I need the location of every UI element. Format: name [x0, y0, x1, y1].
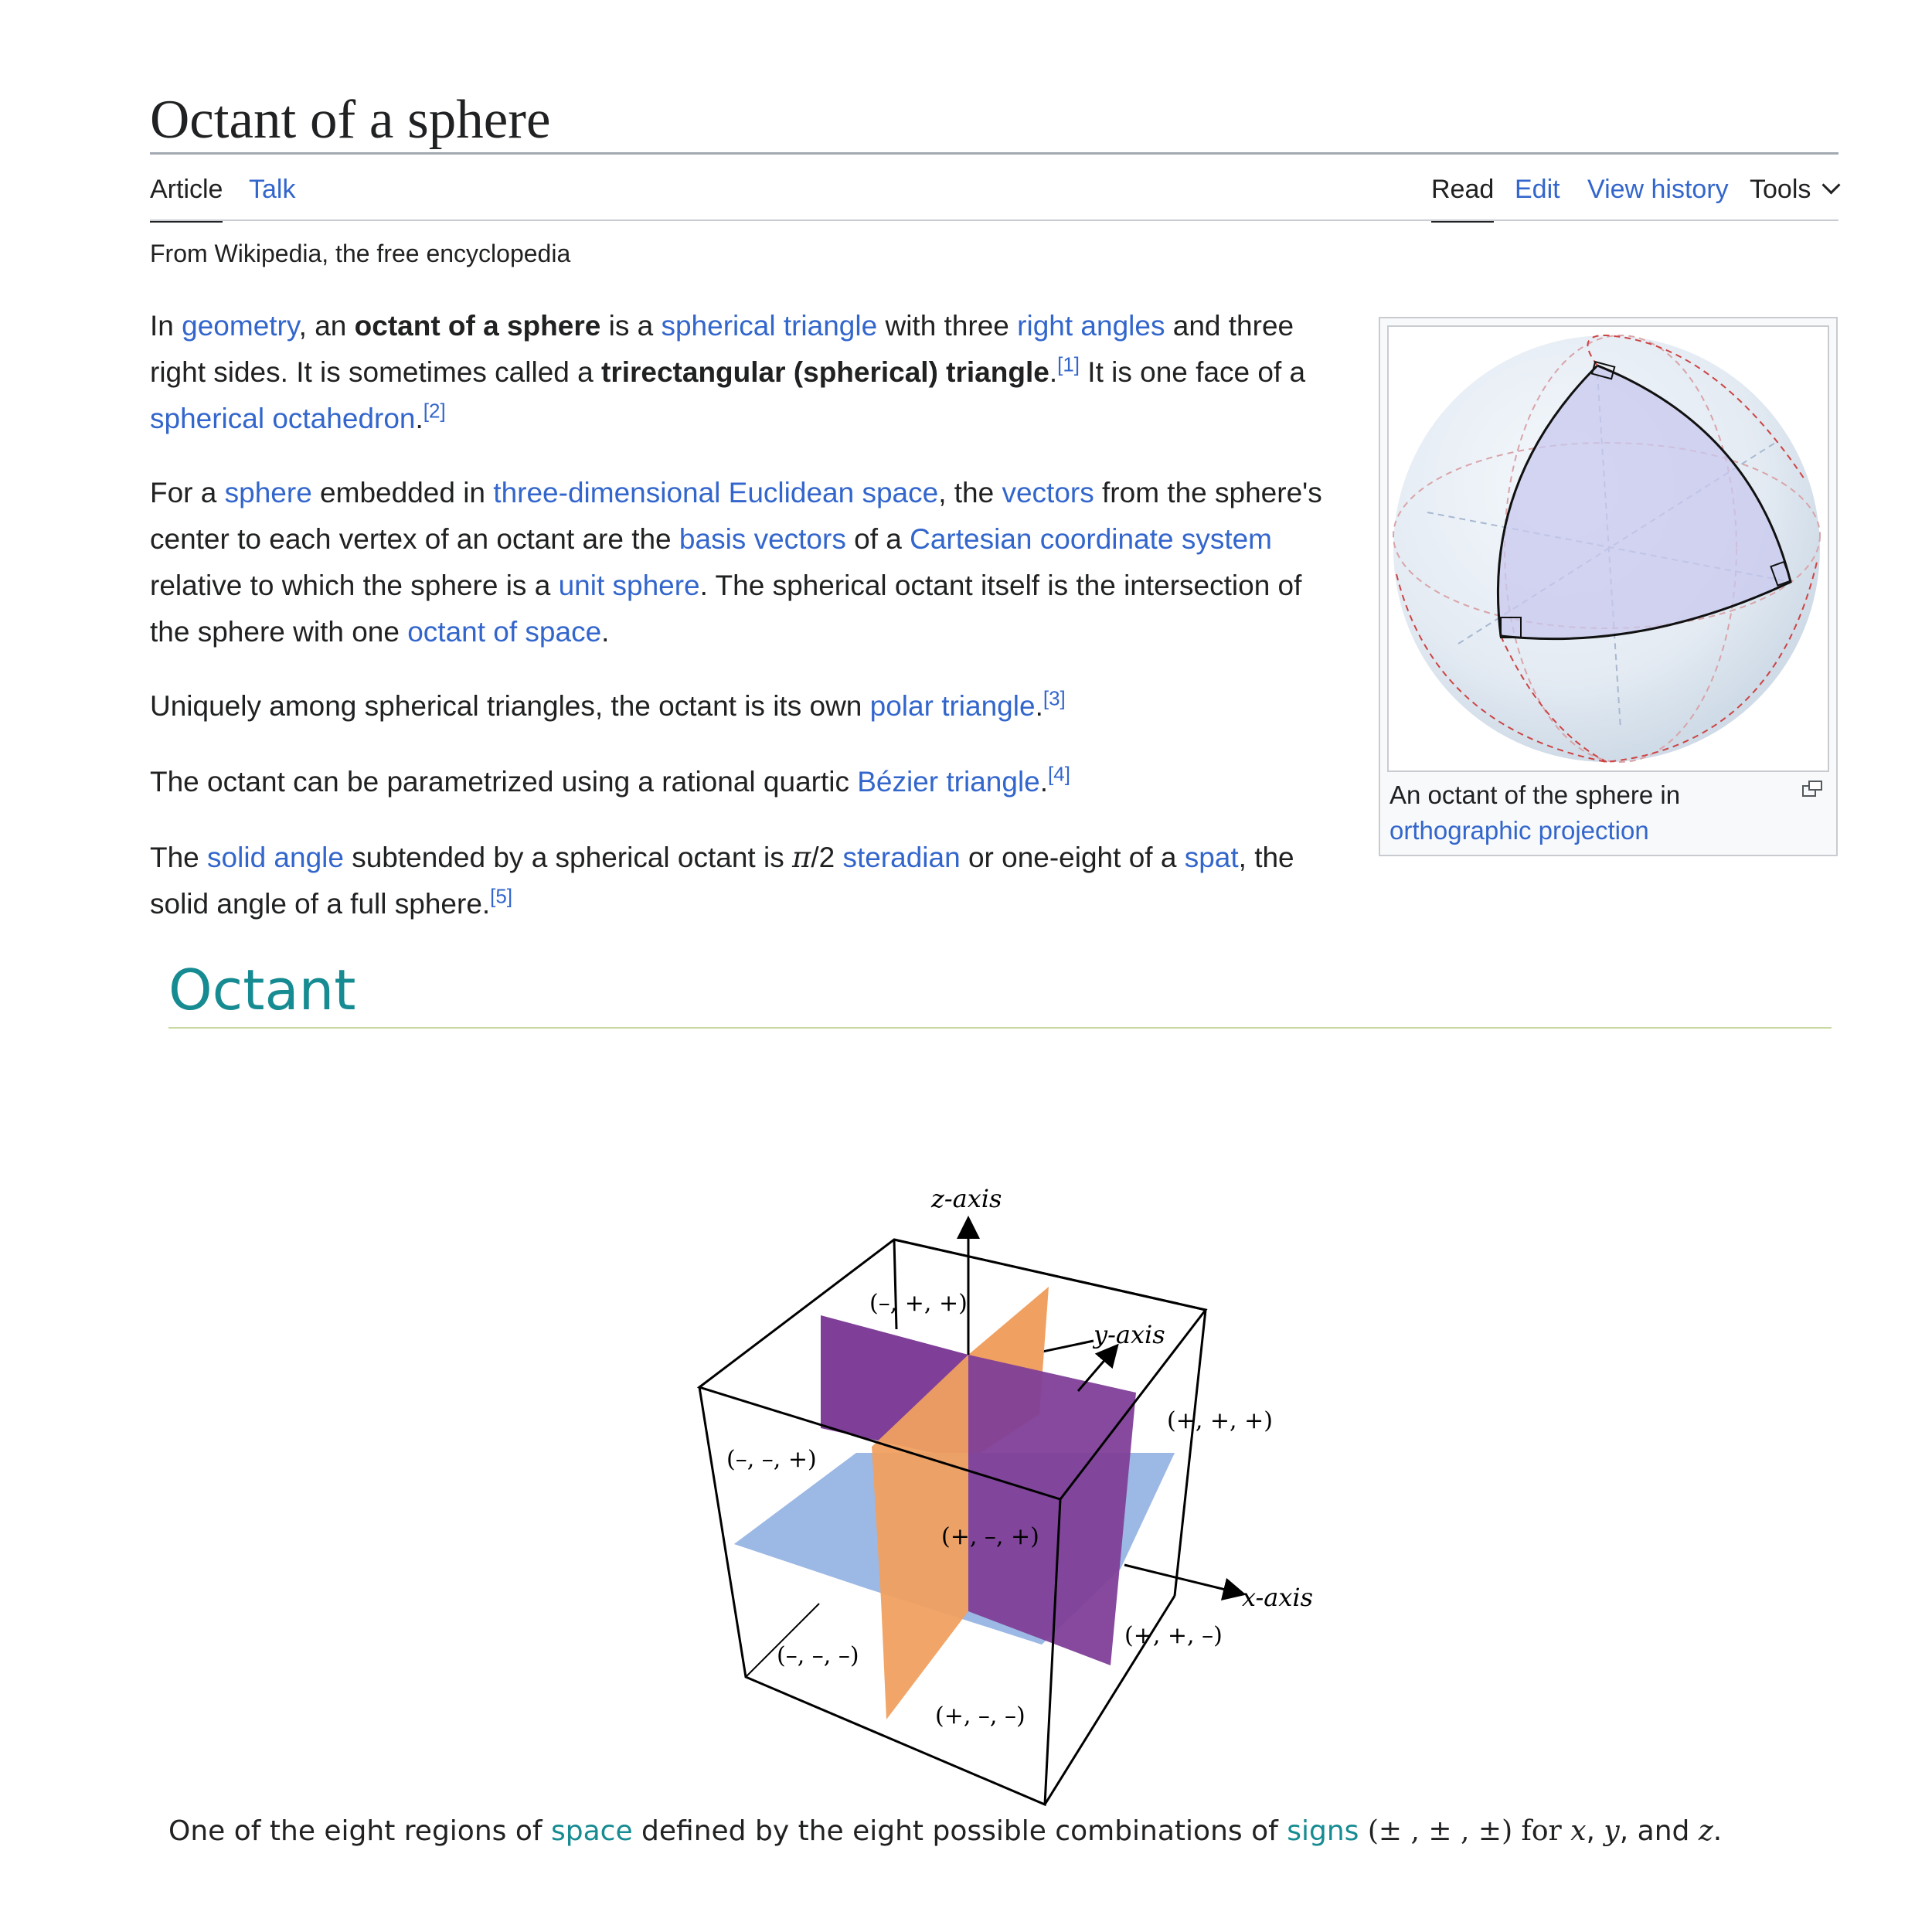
text: relative to which the sphere is a — [150, 570, 559, 601]
text: is a — [600, 310, 662, 342]
text: from the sphere's center to each vertex of an octant are the — [150, 477, 1322, 555]
site-tagline: From Wikipedia, the free encyclopedia — [150, 240, 571, 267]
text: . — [1039, 766, 1049, 798]
text: , the — [938, 477, 1002, 509]
tools-menu[interactable] — [1750, 172, 1838, 219]
link-space[interactable]: space — [550, 1815, 633, 1847]
link-spherical-octahedron[interactable]: spherical octahedron — [150, 403, 416, 434]
sphere-octant-illustration — [1389, 327, 1828, 770]
infobox — [1379, 317, 1838, 856]
reference-link[interactable]: [1] — [1057, 352, 1080, 376]
link-cartesian-coordinate-system[interactable]: Cartesian coordinate system — [910, 523, 1273, 555]
octant-label: (+, –, –) — [935, 1702, 1026, 1730]
title-divider — [150, 152, 1838, 155]
text: It is one face of a — [1080, 356, 1306, 388]
text: subtended by a spherical octant is — [343, 842, 792, 873]
text: /2 — [811, 842, 843, 873]
bold-term: octant of a sphere — [354, 310, 601, 342]
octant-diagram — [665, 1151, 1329, 1808]
octant-label: (–, +, +) — [869, 1290, 968, 1317]
text: . — [1035, 690, 1043, 722]
reference-link[interactable]: [4] — [1048, 762, 1070, 786]
tab-read[interactable]: Read — [1431, 172, 1494, 223]
tabs-divider — [150, 219, 1838, 221]
text: or one-eight of a — [960, 842, 1185, 873]
intro-paragraph-2 — [150, 470, 1340, 655]
link-signs[interactable]: signs — [1287, 1815, 1359, 1847]
caption-text: An octant of the sphere in — [1389, 781, 1681, 809]
octant-label: (–, –, +) — [726, 1446, 817, 1473]
link-polar-triangle[interactable]: polar triangle — [869, 690, 1036, 722]
math-var: x — [1570, 1815, 1587, 1847]
text: , an — [298, 310, 355, 342]
section-divider — [168, 1027, 1832, 1029]
chevron-down-icon — [1822, 175, 1841, 194]
octant-label: (+, +, +) — [1167, 1407, 1273, 1434]
link-solid-angle[interactable]: solid angle — [207, 842, 344, 873]
link-vectors[interactable]: vectors — [1002, 477, 1094, 509]
text: (± , ± , ±) for — [1359, 1815, 1571, 1847]
text: . — [601, 616, 610, 648]
text: . The spherical octant itself is the intersection of the sphere with one — [150, 570, 1302, 648]
link-spherical-triangle[interactable]: spherical triangle — [661, 310, 878, 342]
text: The octant can be parametrized using a rational quartic — [150, 766, 858, 798]
text: defined by the eight possible combinations of — [632, 1815, 1287, 1847]
link-sphere[interactable]: sphere — [224, 477, 312, 509]
text: . — [415, 403, 423, 434]
intro-paragraph-1 — [150, 303, 1340, 442]
text: and three right sides. It is sometimes called a — [150, 310, 1294, 388]
text: In — [150, 310, 182, 342]
tools-label: Tools — [1750, 175, 1811, 204]
sphere-octant-image[interactable] — [1387, 325, 1829, 772]
tab-view-history[interactable]: View history — [1587, 175, 1729, 204]
math-var: z — [1698, 1815, 1713, 1847]
intro-paragraph-3 — [150, 683, 1340, 730]
text: embedded in — [311, 477, 494, 509]
x-axis-label: x-axis — [1242, 1583, 1314, 1612]
link-basis-vectors[interactable]: basis vectors — [679, 523, 846, 555]
octant-label: (+, +, –) — [1124, 1622, 1223, 1649]
enlarge-icon[interactable] — [1802, 781, 1822, 798]
plane-xz-front — [968, 1355, 1136, 1665]
text: One of the eight regions of — [168, 1815, 551, 1847]
section-heading: Octant — [168, 957, 356, 1022]
tab-talk[interactable]: Talk — [249, 175, 296, 204]
x-axis-arrow — [1124, 1565, 1235, 1592]
link-bezier-triangle[interactable]: Bézier triangle — [857, 766, 1040, 798]
reference-link[interactable]: [2] — [423, 399, 446, 423]
math-pi: π — [791, 841, 811, 874]
link-unit-sphere[interactable]: unit sphere — [558, 570, 700, 601]
text: The — [150, 842, 208, 873]
text: For a — [150, 477, 225, 509]
text: , — [1586, 1815, 1604, 1847]
tab-edit[interactable]: Edit — [1515, 175, 1560, 204]
y-axis-label: y-axis — [1094, 1320, 1165, 1349]
text: , and — [1619, 1815, 1699, 1847]
intro-paragraph-4 — [150, 759, 1340, 805]
octant-label: (–, –, –) — [777, 1642, 859, 1669]
link-euclidean-space[interactable]: three-dimensional Euclidean space — [493, 477, 939, 509]
page-tabs — [150, 172, 1838, 221]
link-octant-of-space[interactable]: octant of space — [407, 616, 602, 648]
reference-link[interactable]: [3] — [1043, 686, 1066, 710]
text: of a — [845, 523, 910, 555]
tab-article[interactable]: Article — [150, 172, 223, 223]
text: . — [1713, 1815, 1723, 1847]
link-right-angles[interactable]: right angles — [1017, 310, 1165, 342]
figure-caption — [168, 1812, 1722, 1851]
text: . — [1049, 356, 1058, 388]
math-var: y — [1604, 1815, 1620, 1847]
z-axis-label: z-axis — [931, 1184, 1002, 1213]
link-geometry[interactable]: geometry — [182, 310, 299, 342]
infobox-caption — [1389, 777, 1791, 849]
page-title: Octant of a sphere — [150, 90, 551, 150]
bold-term: trirectangular (spherical) triangle — [601, 356, 1049, 388]
text: , the solid angle of a full sphere. — [150, 842, 1294, 920]
octant-label: (+, –, +) — [941, 1523, 1039, 1550]
link-orthographic-projection[interactable]: orthographic projection — [1389, 816, 1649, 845]
link-spat[interactable]: spat — [1184, 842, 1239, 873]
intro-paragraph-5 — [150, 835, 1340, 927]
link-steradian[interactable]: steradian — [842, 842, 961, 873]
reference-link[interactable]: [5] — [490, 884, 513, 908]
text: Uniquely among spherical triangles, the octant is its own — [150, 690, 870, 722]
text: with three — [877, 310, 1018, 342]
